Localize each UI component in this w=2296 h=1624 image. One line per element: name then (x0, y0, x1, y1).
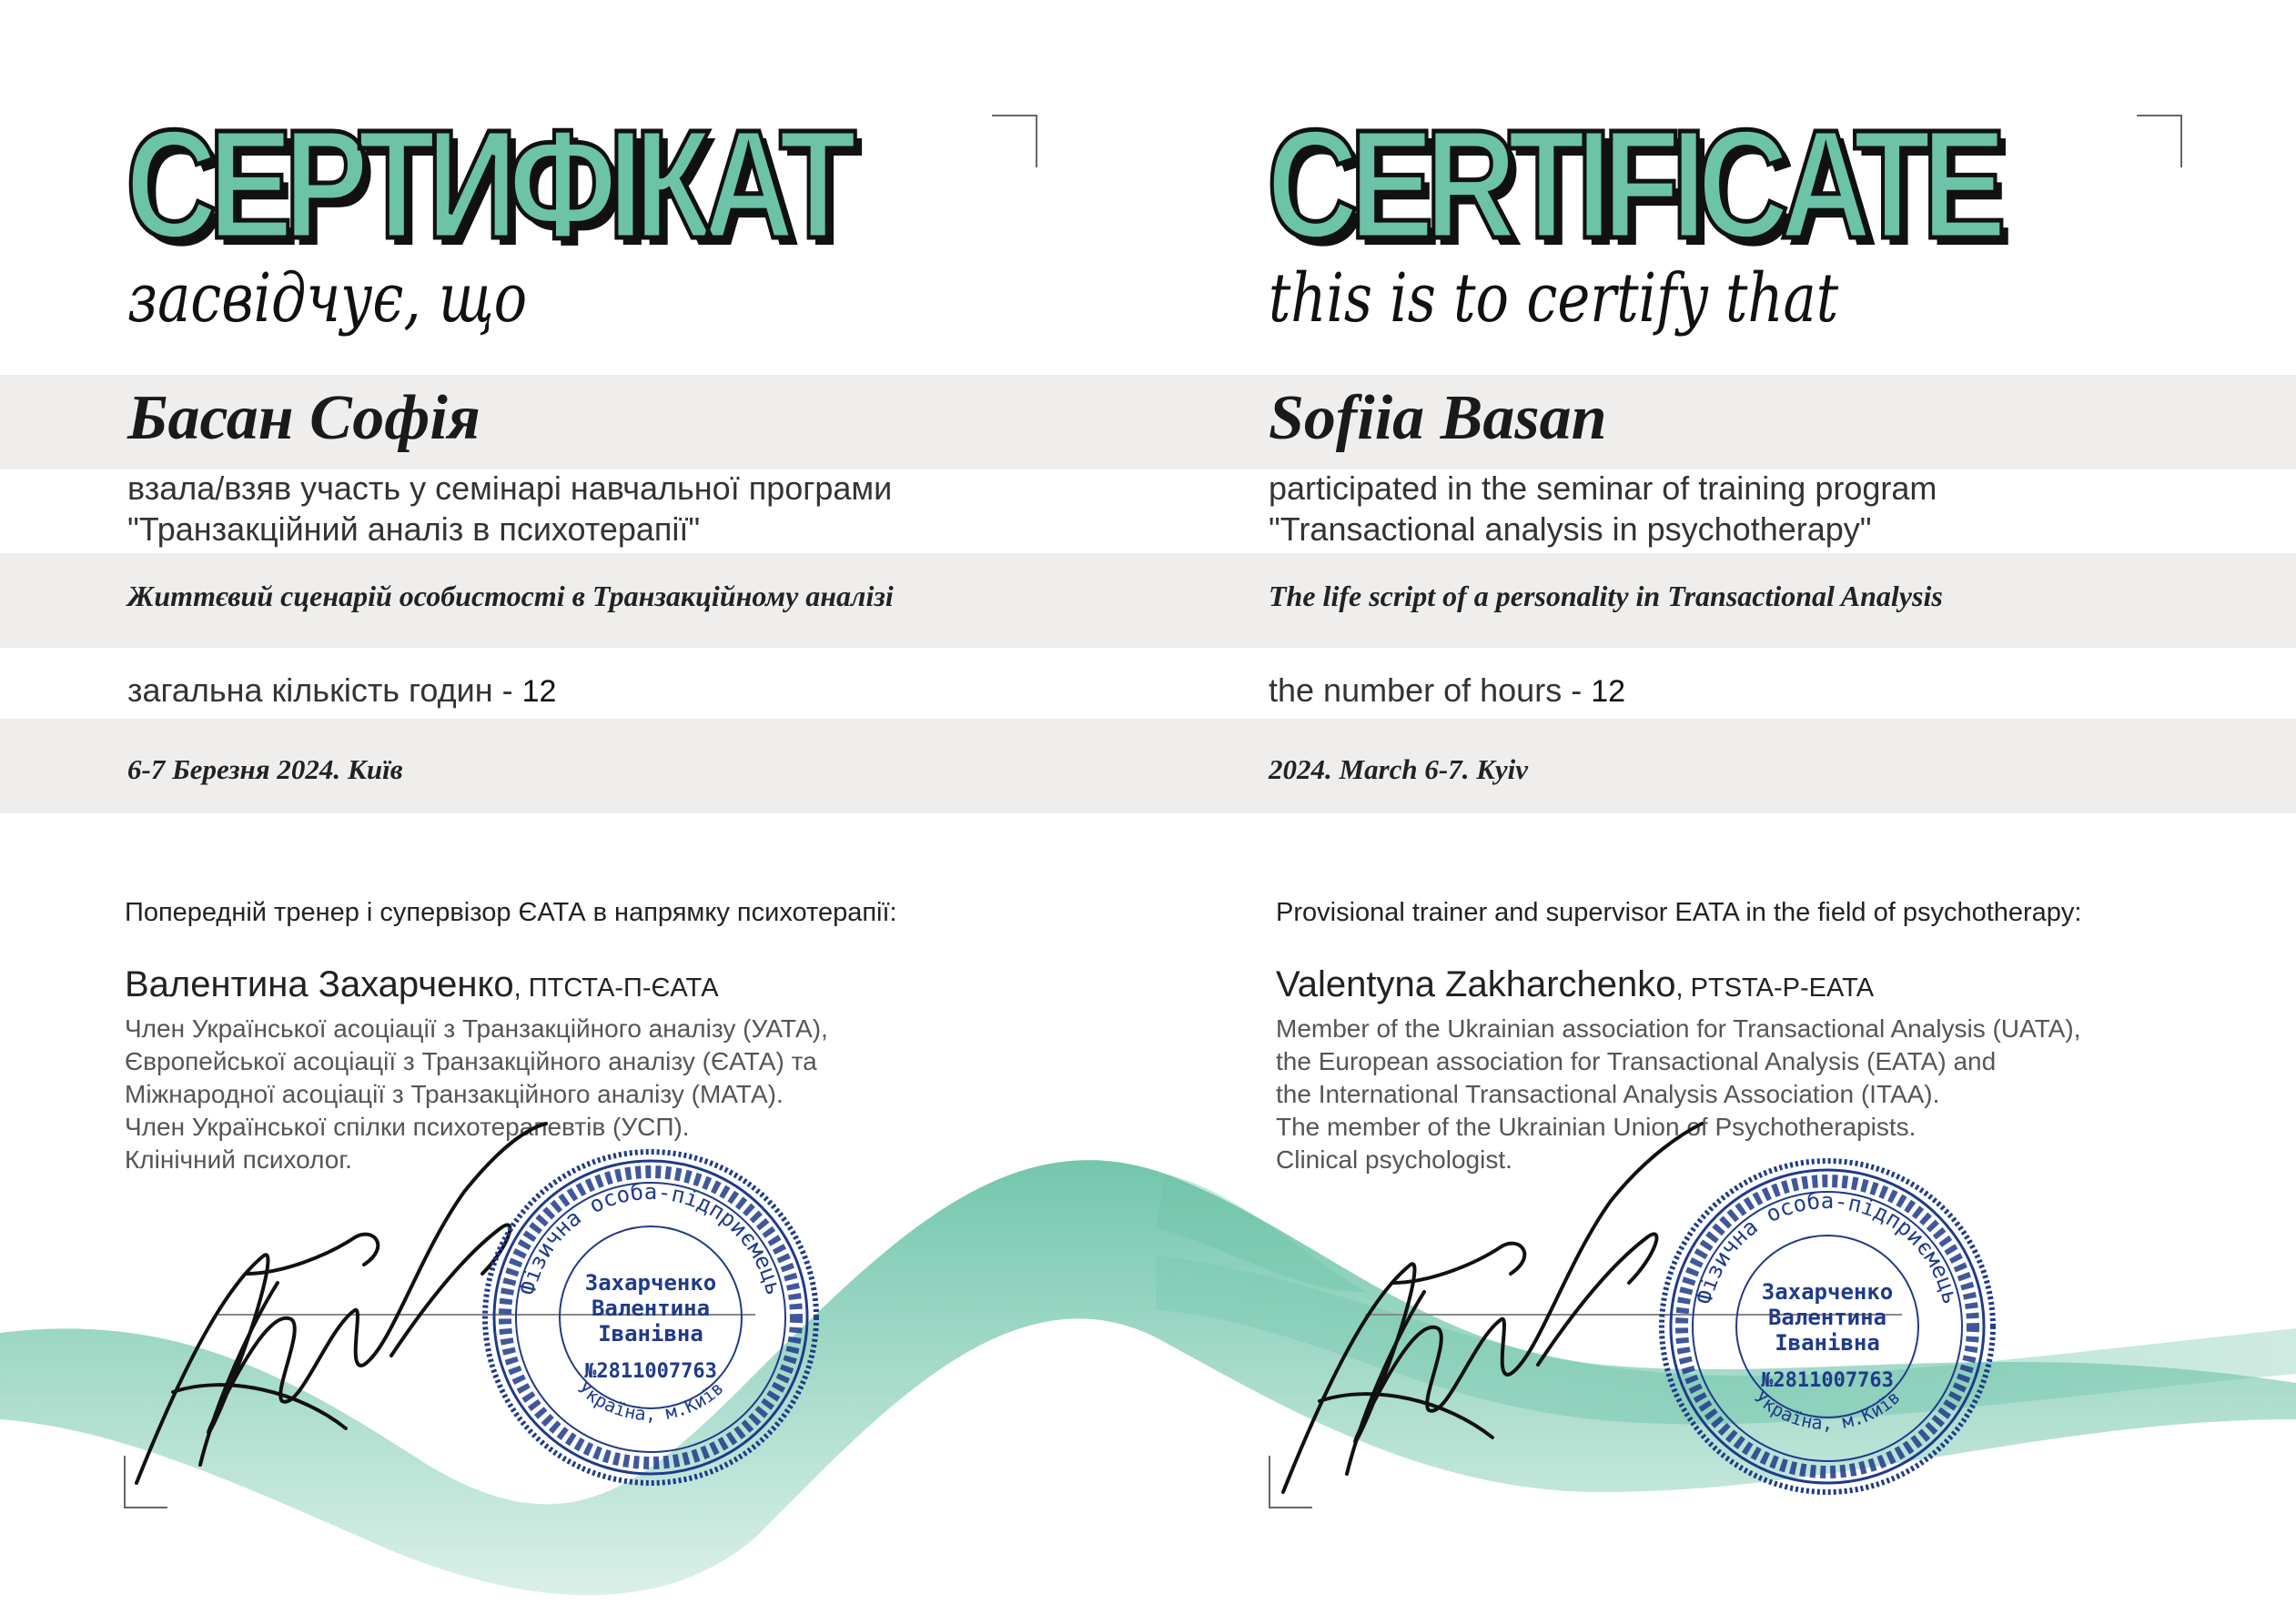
trainer-info-line: Член Української спілки психотерапевтів (УСП). (125, 1113, 690, 1141)
trainer-info-line: Міжнародної асоціації з Транзакційного аналізу (МАТА). (125, 1080, 784, 1108)
participation-line-1: взала/взяв участь у семінарі навчальної програми (127, 469, 893, 507)
stamp-bottom-text: Україна, м.Київ (573, 1377, 728, 1426)
certificate-title: CERTIFICATE (1267, 98, 1998, 271)
svg-text:Україна, м.Київ (1750, 1386, 1905, 1434)
trainer-info-line: The member of the Ukrainian Union of Psychotherapists. (1276, 1113, 1917, 1141)
trainer-credential: , ПТСТА-П-ЄАТА (513, 973, 719, 1003)
stamp-name-line: Захарченко (584, 1270, 717, 1296)
certificate-title: СЕРТИФІКАТ (126, 98, 848, 271)
official-stamp (478, 1145, 824, 1490)
stamp-name-line: Захарченко (1761, 1279, 1894, 1305)
seminar-date: 2024. March 6-7. Kyiv (1269, 753, 1529, 785)
stamp-seal-graphic (478, 1145, 824, 1490)
trainer-name (125, 964, 719, 1005)
stamp-number: №2811007763 (1761, 1369, 1894, 1392)
corner-mark (2137, 115, 2182, 167)
trainer-info-line: Член Української асоціації з Транзакційного аналізу (УАТА), (125, 1014, 828, 1043)
stamp-bottom-text: Україна, м.Київ (1750, 1386, 1905, 1435)
certify-subtitle: засвідчує, що (127, 259, 528, 338)
trainer-info-line: the International Transactional Analysis Association (ITAA). (1276, 1080, 1940, 1108)
trainer-caption: Попередній тренер і супервізор ЄАТА в напрямку психотерапії: (125, 898, 897, 927)
trainer-info-line: Clinical psychologist. (1276, 1145, 1512, 1174)
trainer-info-line: Клінічний психолог. (125, 1145, 352, 1174)
trainer-info-line: Member of the Ukrainian association for Transactional Analysis (UATA), (1276, 1014, 2081, 1043)
trainer-name-text: Valentyna Zakharchenko (1276, 964, 1676, 1004)
trainer-info-line: Європейської асоціації з Транзакційного аналізу (ЄАТА) та (125, 1047, 817, 1075)
hours-value: 12 (521, 674, 557, 709)
recipient-name: Sofiia Basan (1269, 383, 1607, 453)
stamp-name-line: Іванівна (1775, 1330, 1880, 1356)
trainer-name-text: Валентина Захарченко (125, 964, 514, 1004)
corner-mark (992, 115, 1037, 167)
recipient-name: Басан Софія (127, 383, 480, 453)
participation-line-2: "Транзакційний аналіз в психотерапії" (127, 510, 701, 548)
stamp-name-line: Валентина (1767, 1305, 1887, 1330)
trainer-credential: , PTSTA-P-EATA (1675, 973, 1875, 1003)
stamp-name-line: Іванівна (598, 1321, 703, 1347)
official-stamp (1654, 1154, 2000, 1499)
stamp-name-line: Валентина (591, 1296, 711, 1321)
svg-text:Україна, м.Київ (573, 1377, 728, 1425)
trainer-caption: Provisional trainer and supervisor EATA in the field of psychotherapy: (1276, 898, 2082, 927)
stamp-number: №2811007763 (584, 1360, 717, 1383)
stamp-ring-text: Фізична особа-підприємець (514, 1179, 787, 1298)
participation-line-2: "Transactional analysis in psychotherapy" (1269, 510, 1872, 548)
hours-label: загальна кількість годин - (127, 671, 522, 709)
hours-line (127, 671, 556, 710)
stamp-ring-text: Фізична особа-підприємець (1691, 1188, 1964, 1307)
hours-label: the number of hours - (1269, 671, 1592, 709)
seminar-title: Життєвий сценарій особистості в Транзакційному аналізі (127, 580, 894, 612)
trainer-name (1276, 964, 1874, 1005)
seminar-date: 6-7 Березня 2024. Київ (127, 753, 403, 785)
certify-subtitle: this is to certify that (1269, 259, 1839, 338)
trainer-info-line: the European association for Transactional Analysis (EATA) and (1276, 1047, 1997, 1075)
stamp-seal-graphic (1654, 1154, 2000, 1499)
hours-line (1269, 671, 1625, 710)
hours-value: 12 (1591, 674, 1626, 709)
participation-line-1: participated in the seminar of training program (1269, 469, 1937, 507)
seminar-title: The life script of a personality in Transactional Analysis (1269, 580, 1943, 612)
